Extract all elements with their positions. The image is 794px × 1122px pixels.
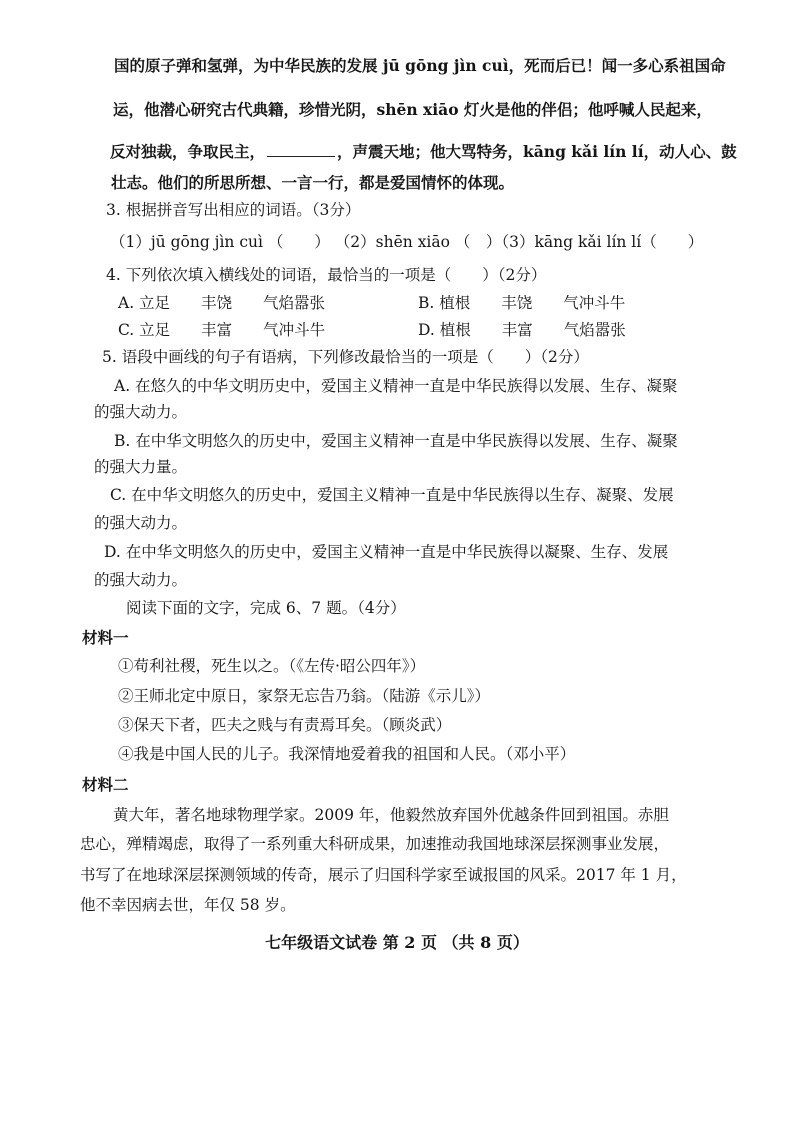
material-2-line-1: 黄大年，著名地球物理学家。2009 年，他毅然放弃国外优越条件回到祖国。赤胆 xyxy=(113,806,669,824)
passage-line-2: 运，他潜心研究古代典籍，珍惜光阴，shēn xiāo 灯火是他的伴侣；他呼喊人民起来， xyxy=(113,100,712,119)
q5-option-d-line2: 的强大动力。 xyxy=(94,571,188,589)
material-1-item-1: ①苟利社稷，死生以之。（《左传·昭公四年》） xyxy=(118,657,426,675)
material-2-line-4: 他不幸因病去世，年仅 58 岁。 xyxy=(80,896,296,914)
q5-option-a-line1: A. 在悠久的中华文明历史中，爱国主义精神一直是中华民族得以发展、生存、凝聚 xyxy=(114,377,678,395)
q4-stem: 4. 下列依次填入横线处的词语，最恰当的一项是（ ）（2分） xyxy=(106,266,547,284)
fill-blank xyxy=(267,142,335,157)
q5-option-b-line2: 的强大力量。 xyxy=(94,458,188,476)
material-2-title: 材料二 xyxy=(82,775,129,794)
page-footer: 七年级语文试卷 第 2 页 （共 8 页） xyxy=(265,933,529,952)
material-1-item-4: ④我是中国人民的儿子。我深情地爱着我的祖国和人民。（邓小平） xyxy=(118,745,576,763)
reading-intro: 阅读下面的文字，完成 6、7 题。（4分） xyxy=(126,599,406,617)
q3-items: （1）jū gōng jìn cuì （ ） （2）shēn xiāo （ ）（3）kāng kǎi lín lí（ ） xyxy=(110,233,704,251)
material-1-item-2: ②王师北定中原日，家祭无忘告乃翁。（陆游《示儿》） xyxy=(118,687,491,705)
q5-option-c-line2: 的强大动力。 xyxy=(94,514,188,532)
material-2-line-2: 忠心，殚精竭虑，取得了一系列重大科研成果，加速推动我国地球深层探测事业发展， xyxy=(80,835,670,853)
material-2-line-3: 书写了在地球深层探测领域的传奇，展示了归国科学家至诚报国的风采。2017 年 1 月， xyxy=(80,866,687,884)
q4-option-d: D. 植根 丰富 气焰嚣张 xyxy=(418,321,626,339)
q5-option-b-line1: B. 在中华文明悠久的历史中，爱国主义精神一直是中华民族得以发展、生存、凝聚 xyxy=(114,432,678,450)
passage-line-1: 国的原子弹和氢弹，为中华民族的发展 jū gōng jìn cuì，死而后已！闻一多心系祖国命 xyxy=(114,56,726,75)
q5-option-d-line1: D. 在中华文明悠久的历史中，爱国主义精神一直是中华民族得以凝聚、生存、发展 xyxy=(104,543,669,561)
q4-option-c: C. 立足 丰富 气冲斗牛 xyxy=(118,321,326,339)
passage-line-4: 壮志。他们的所思所想、一言一行，都是爱国情怀的体现。 xyxy=(111,173,515,192)
material-1-item-3: ③保天下者，匹夫之贱与有责焉耳矣。（顾炎武） xyxy=(118,716,452,734)
q5-option-c-line1: C. 在中华文明悠久的历史中，爱国主义精神一直是中华民族得以生存、凝聚、发展 xyxy=(110,486,674,504)
q3-stem: 3. 根据拼音写出相应的词语。（3分） xyxy=(106,201,361,219)
passage-line-3 xyxy=(110,142,737,160)
q4-option-a: A. 立足 丰饶 气焰嚣张 xyxy=(118,294,326,312)
q4-option-b: B. 植根 丰饶 气冲斗牛 xyxy=(418,294,626,312)
material-1-title: 材料一 xyxy=(82,628,129,647)
q5-option-a-line2: 的强大动力。 xyxy=(94,403,188,421)
passage-line-3-start: 反对独裁，争取民主， xyxy=(110,142,266,161)
q5-stem: 5. 语段中画线的句子有语病，下列修改最恰当的一项是（ ）（2分） xyxy=(102,348,589,366)
passage-line-3-end: ，声震天地；他大骂特务，kāng kǎi lín lí，动人心、鼓 xyxy=(337,142,737,161)
